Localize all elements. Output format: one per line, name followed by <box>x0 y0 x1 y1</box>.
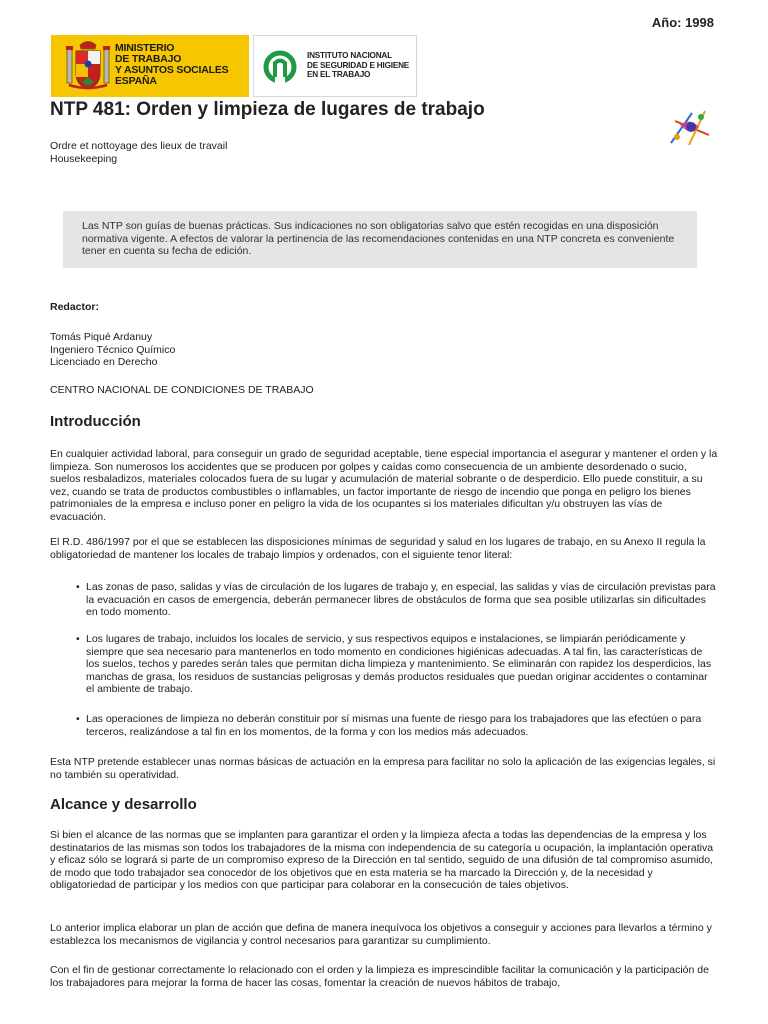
french-title: Ordre et nottoyage des lieux de travail <box>50 140 228 152</box>
author-label: Redactor: <box>50 301 100 313</box>
disclaimer-notice: Las NTP son guías de buenas prácticas. Sus indicaciones no son obligatorias salvo que estén recogidas en una disposición normativa vigente. A efectos de valorar la pertinencia de las recomendaciones contenidas en una NTP concreta es conveniente tener en cuenta su fecha de edición. <box>63 211 697 268</box>
bullet-icon: • <box>76 581 80 593</box>
list-item: • Las operaciones de limpieza no deberán constituir por sí mismas una fuente de riesgo para los trabajadores que las efectúen o para terceros, realizándose a tal fin en los momentos, de la forma y con los medios más adecuados. <box>76 713 702 738</box>
bullet-icon: • <box>76 633 80 645</box>
intro-paragraph-2: El R.D. 486/1997 por el que se establecen las disposiciones mínimas de seguridad y salud en los lugares de trabajo, en su Anexo II regula la obligatoriedad de mantener los locales de trabajo limpios y ordenados, con el siguiente tenor literal: <box>50 536 706 561</box>
intro-paragraph-3: Esta NTP pretende establecer unas normas básicas de actuación en la empresa para facilitar no solo la aplicación de las exigencias legales, si no también su operatividad. <box>50 756 716 781</box>
list-item: • Los lugares de trabajo, incluidos los locales de servicio, y sus respectivos equipos e instalaciones, se limpiarán periódicamente y siempre que sea necesario para mantenerlos en todo momento en condiciones higiénicas adecuadas. A tal fin, las características de los suelos, techos y paredes serán tales que permitan dicha limpieza y mantenimiento. Se eliminarán con rapidez los desperdicios, las manchas de grasa, los residuos de sustancias peligrosas y demás productos residuales que puedan originar accidentes o contaminar el ambiente de trabajo. <box>76 633 712 695</box>
institute-mark-icon <box>262 49 298 85</box>
scope-paragraph-2: Lo anterior implica elaborar un plan de acción que defina de manera inequívoca los objetivos a conseguir y acciones para llevarlos a término y establezca los mecanismos de vigilancia y control necesarios para garantizar su cumplimiento. <box>50 922 712 947</box>
alternate-titles <box>50 140 227 165</box>
intro-paragraph-1: En cualquier actividad laboral, para conseguir un grado de seguridad aceptable, tiene especial importancia el asegurar y mantener el orden y la limpieza. Son numerosos los accidentes que se producen por golpes y caídas como consecuencia de un ambiente desordenado o sucio, suelos resbaladizos, materiales colocados fuera de su lugar y acumulación de material sobrante o de desperdicio. Ello puede constituir, a su vez, cuando se trata de productos combustibles o inflamables, un factor importante de riesgo de incendio que ponga en peligro los bienes patrimoniales de la empresa e incluso poner en peligro la vida de los ocupantes si los materiales dificultan y/u obstruyen las vías de evacuación. <box>50 448 718 523</box>
ministry-logo <box>51 35 249 97</box>
scope-paragraph-3: Con el fin de gestionar correctamente lo relacionado con el orden y la limpieza es imprescindible facilitar la comunicación y la participación de los trabajadores para mejorar la forma de hacer las cosas, fomentar la creación de nuevos hábitos de trabajo, <box>50 964 709 989</box>
document-year: Año: 1998 <box>651 15 714 30</box>
ministry-name: MINISTERIO DE TRABAJO Y ASUNTOS SOCIALES ESPAÑA <box>115 42 229 87</box>
list-item: • Las zonas de paso, salidas y vías de circulación de los lugares de trabajo y, en especial, las salidas y vías de circulación previstas para la evacuación en casos de emergencia, deberán permanecer libres de obstáculos de forma que sea posible utilizarlas sin dificultades en todo momento. <box>76 581 716 618</box>
page-title: NTP 481: Orden y limpieza de lugares de trabajo <box>50 99 485 120</box>
heading-introduccion: Introducción <box>50 413 141 430</box>
scope-paragraph-1: Si bien el alcance de las normas que se implanten para garantizar el orden y la limpieza afecta a todas las dependencias de la empresa y los destinatarios de las mismas son todos los trabajadores de la misma con independencia de su categoría u ocupación, la implantación operativa y eficaz sólo se logrará si parte de un compromiso expreso de la Dirección en tal sentido, seguido de una difusión de tal compromiso asumido, de modo que todo trabajador sea conocedor de los objetivos que en esta materia se ha marcado la Dirección y, de la necesidad y obligatoriedad de participar y los medios con que participar para colaborar en la consecución de tales objetivos. <box>50 829 714 891</box>
institute-logo <box>253 35 417 97</box>
ntp-logo-icon <box>665 103 715 153</box>
english-title: Housekeeping <box>50 152 118 165</box>
coat-of-arms-icon <box>65 39 111 93</box>
author-details: Tomás Piqué Ardanuy Ingeniero Técnico Químico Licenciado en Derecho <box>50 331 176 368</box>
bullet-icon: • <box>76 713 80 725</box>
institute-name: INSTITUTO NACIONAL DE SEGURIDAD E HIGIENE EN EL TRABAJO <box>307 51 410 79</box>
heading-alcance-desarrollo: Alcance y desarrollo <box>50 796 197 813</box>
author-center: CENTRO NACIONAL DE CONDICIONES DE TRABAJO <box>50 384 314 396</box>
